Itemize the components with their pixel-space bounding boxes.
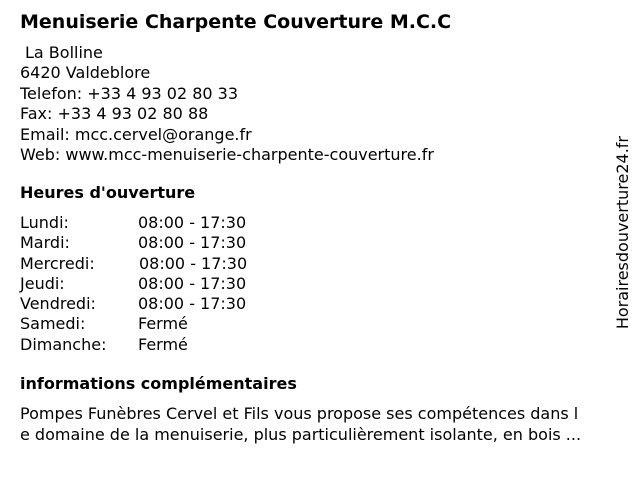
hours-time: 08:00 - 17:30 bbox=[138, 213, 247, 232]
hours-day: Jeudi: bbox=[20, 273, 65, 293]
address-line2: 6420 Valdeblore bbox=[20, 63, 151, 83]
site-watermark bbox=[610, 136, 636, 346]
hours-time: 08:00 - 17:30 bbox=[138, 233, 247, 253]
hours-day: Mercredi: bbox=[20, 253, 95, 273]
hours-day: Lundi: bbox=[20, 213, 69, 232]
hours-day: Samedi: bbox=[20, 314, 86, 334]
hours-day: Mardi: bbox=[20, 233, 70, 253]
web-line: Web: www.mcc-menuiserie-charpente-couverture.fr bbox=[20, 144, 434, 164]
info-line2: e domaine de la menuiserie, plus particulièrement isolante, en bois ... bbox=[20, 425, 582, 444]
telefon-line: Telefon: +33 4 93 02 80 33 bbox=[20, 83, 239, 103]
hours-time: Fermé bbox=[138, 314, 188, 334]
info-heading: informations complémentaires bbox=[20, 374, 297, 393]
contact-block bbox=[20, 43, 434, 165]
business-name: Menuiserie Charpente Couverture M.C.C bbox=[20, 11, 452, 33]
email-line: Email: mcc.cervel@orange.fr bbox=[20, 124, 252, 144]
fax-line: Fax: +33 4 93 02 80 88 bbox=[20, 104, 209, 124]
hours-time: 08:00 - 17:30 bbox=[139, 253, 248, 273]
hours-time: Fermé bbox=[138, 334, 188, 354]
address-line1: La Bolline bbox=[25, 43, 103, 62]
hours-day: Dimanche: bbox=[20, 334, 107, 354]
hours-day: Vendredi: bbox=[20, 294, 96, 314]
info-description bbox=[20, 403, 632, 445]
info-line1: Pompes Funèbres Cervel et Fils vous propose ses compétences dans l bbox=[20, 404, 579, 423]
hours-time: 08:00 - 17:30 bbox=[138, 273, 247, 293]
hours-heading: Heures d'ouverture bbox=[20, 183, 196, 202]
watermark-text: Horairesdouverture24.fr bbox=[613, 136, 632, 330]
hours-time: 08:00 - 17:30 bbox=[138, 294, 247, 314]
